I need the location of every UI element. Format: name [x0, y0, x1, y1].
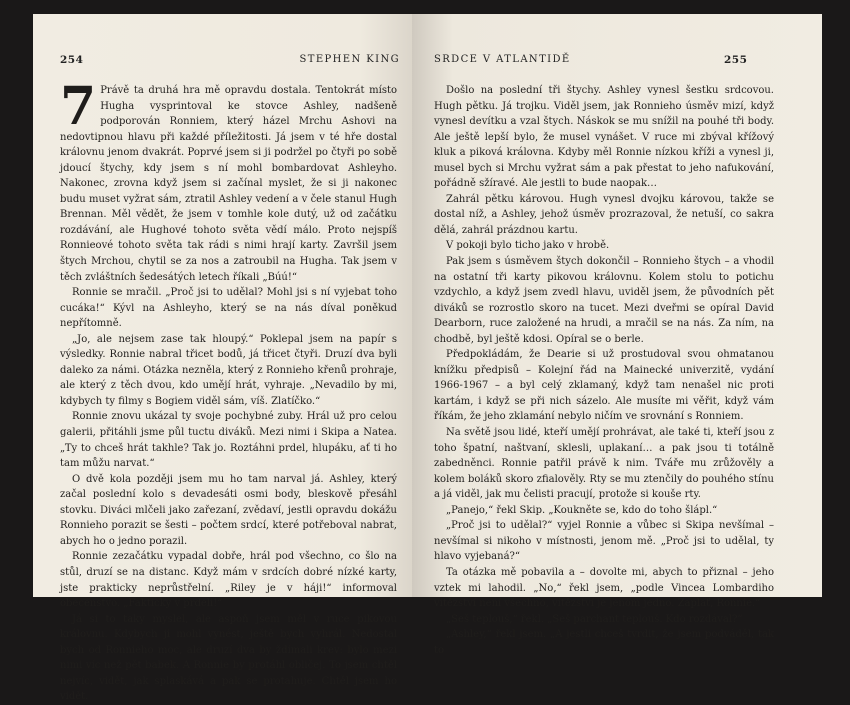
- right-body-text: [434, 83, 774, 658]
- paragraph: „Panejo,“ řekl Skip. „Koukněte se, kdo do toho šlápl.“: [446, 504, 718, 516]
- paragraph: Ronnie zezačátku vypadal dobře, hrál pod všechno, co šlo na stůl, druzí se na distanc. Když mám v srdcích dobré nízké karty, jste prakticky neprůstřelní. „Riley je v háji!“ informoval obecenstvo. „Fakticky v prdeli!“: [60, 551, 397, 610]
- left-body-text: [60, 76, 397, 705]
- right-running-head: SRDCE V ATLANTIDĚ: [434, 54, 571, 65]
- paragraph: Ta otázka mě pobavila a – dovolte mi, abych to přiznal – jeho vztek mi lahodil. „No,“ řekl jsem, „podle Vincea Lombardiho vítězství není všechno, vítězství je jenom jedno. Zaplať, Ronnie.“: [434, 566, 774, 610]
- paragraph: Došlo na poslední tři štychy. Ashley vynesl šestku srdcovou. Hugh pětku. Já trojku. Viděl jsem, jak Ronnieho úsměv mizí, když vynesl devítku a vzal štych. Náskok se mu snížil na pouhé tři body. Ale ještě lepší bylo, že musel vynášet. V ruce mi zbýval křížový kluk a piková královna. Kdyby měl Ronnie nízkou kříži a vynesl ji, musel bych si Mrchu vyžrat sám a pak přestat to jeho nafukování, pořádně sžíravé. Ale jestli to bude naopak…: [434, 85, 774, 190]
- drop-cap: 7: [60, 76, 97, 137]
- left-page: [33, 14, 418, 703]
- paragraph: Já si to taky myslel, ale aspoň jsem měl v ruce pikovou královnu. Kdybych ji mohl vynést, ještě bych vyhrál. Nedostal bych od Ronnieho moc, ale druzí dva by ždímali krev: bylo mezi nimi víc než pět babek. A Ronnie by protáhl obličej. To jsem chtěl nejvíc, vidět, jak splaskává a pak se protahuje. Chtěl jsem ho vidět.: [60, 613, 397, 703]
- paragraph-text: Právě ta druhá hra mě opravdu dostala. Tentokrát místo Hugha vysprintoval ke stovce Ashley, nadšeně podporován Ronniem, který házel Mrchu Ashovi na nedovtipnou hlavu při každé příležitosti. Já jsem v té hře dostal královnu jenom dvakrát. Poprvé jsem si ji podržel po čtyři po sobě jdoucí štychy, kdy jsem s ní mohl bombardovat Ashleyho. Nakonec, zrovna když jsem si začínal myslet, že si ji nakonec budu muset vyžrat sám, ztratil Ashley vedení a v čele stanul Hugh Brennan. Měl vědět, že jsem v tomhle kole dutý, už od začátku rozdávání, ale Hughové tohoto světa vědí málo. Proto nejspíš Ronnieové tohoto světa tak rádi s nimi hrají karty. Završil jsem štych Mrchou, chytil se za nos a zatroubil na Hugha. Tak jsem v těch zvláštních šedesátých letech říkali „Búú!“: [60, 85, 397, 283]
- paragraph: Na světě jsou lidé, kteří umějí prohrávat, ale také ti, kteří jsou z toho špatní, naštvaní, sklesli, uplakaní… a pak jsou ti totálně zabedněnci. Ronnie patřil právě k nim. Tváře mu zrůžověly a kolem boláků skoro zfialověly. Rty se mu ztenčily do pouhého stínu a já viděl, jak mu čelisti pracují, protože si kouše rty.: [434, 427, 774, 501]
- left-page-number: 254: [60, 54, 84, 66]
- paragraph: „Seš teplouš,“ řekl. „Seš parchant teplouš. Kdo rozdával?“: [446, 613, 743, 625]
- right-page: [412, 14, 822, 656]
- paragraph: Zahrál pětku károvou. Hugh vynesl dvojku károvou, takže se dostal níž, a Ashley, jehož úsměv prozrazoval, že netuší, co sakra dělá, zahrál prázdnou kartu.: [434, 193, 774, 236]
- left-running-head: STEPHEN KING: [299, 54, 400, 65]
- right-page-number: 255: [724, 54, 748, 66]
- paragraph: „Proč jsi to udělal?“ vyjel Ronnie a vůbec si Skipa nevšímal – nevšímal si nikoho v místnosti, jenom mě. „Proč jsi to udělal, ty hlavo vyjebaná?“: [434, 520, 774, 563]
- paragraph: Ronnie znovu ukázal ty svoje pochybné zuby. Hrál už pro celou galerii, přitáhli jsme půl tuctu diváků. Mezi nimi i Skipa a Natea. „Ty to chceš hrát takhle? Tak jo. Roztáhni prdel, hlupáku, ať ti ho tam můžu narvat.“: [60, 411, 397, 470]
- paragraph: [60, 76, 397, 285]
- paragraph: O dvě kola později jsem mu ho tam narval já. Ashley, který začal poslední kolo s devadesáti osmi body, bleskově přesáhl stovku. Diváci mlčeli jako zařezaní, zvědaví, jestli opravdu dokážu Ronnieho porazit se šesti – počtem srdcí, které potřeboval nabrat, abych ho o jedno porazil.: [60, 473, 397, 547]
- paragraph: Ronnie se mračil. „Proč jsi to udělal? Mohl jsi s ní vyjebat toho cucáka!“ Kývl na Ashleyho, který se na nás díval poněkud nepřítomně.: [60, 287, 397, 330]
- paragraph: Pak jsem s úsměvem štych dokončil – Ronnieho štych – a vhodil na ostatní tři karty pikovou královnu. Kolem stolu to potichu vzdychlo, a když jsem zvedl hlavu, uviděl jsem, že původních pět diváků se rozrostlo skoro na tucet. Mezi dveřmi se opíral David Dearborn, ruce založené na hrudi, a mračil se na nás. Za ním, na chodbě, byl ještě kdosi. Opíral se o berle.: [434, 256, 774, 345]
- paragraph: „Jo, ale nejsem zase tak hloupý.“ Poklepal jsem na papír s výsledky. Ronnie nabral třicet bodů, já třicet čtyři. Druzí dva byli daleko za námi. Otázka nezněla, který z Ronnieho křenů prohraje, ale který z těch dvou, kdo umějí hrát, vyhraje. „Nevadilo by mi, kdybych ty filmy s Bogiem viděl sám, víš. Zlatíčko.“: [60, 333, 397, 407]
- paragraph: V pokoji bylo ticho jako v hrobě.: [446, 240, 610, 252]
- paragraph: „Ashley,“ řekl jsem. „A jestli chceš tvrdit, že jsem podváděl, tak to: [434, 629, 774, 656]
- paragraph: Předpokládám, že Dearie si už prostudoval svou ohmatanou knížku předpisů – Kolejní řád na Mainecké univerzitě, vydání 1966-1967 – a byl celý zklamaný, když tam nenašel nic proti kartám, i když se při nich sázelo. Ale musíte mi věřit, když vám říkám, že jeho zklamání nebylo ničím ve srovnání s Ronniem.: [434, 349, 774, 423]
